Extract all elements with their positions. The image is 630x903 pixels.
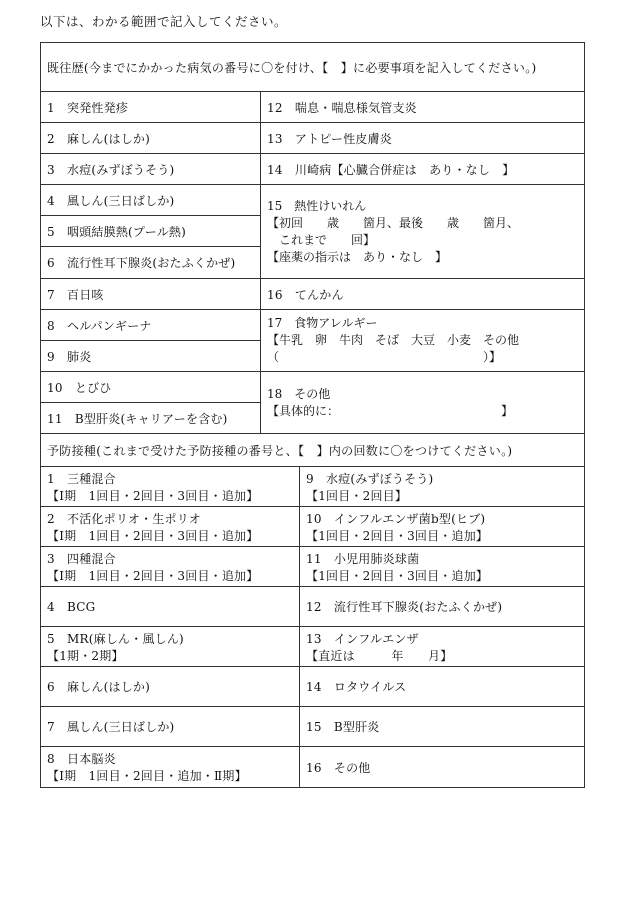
vaccine-11-name: 11 小児用肺炎球菌: [306, 551, 420, 566]
vaccine-row-3: [41, 547, 584, 587]
vaccine-1-name: 1 三種混合: [47, 471, 116, 486]
vaccine-item-8[interactable]: [41, 747, 300, 787]
vaccine-item-15[interactable]: [300, 707, 584, 746]
vaccine-row-4: [41, 587, 584, 627]
history-row-1: [41, 92, 584, 123]
history-item-13[interactable]: 13 アトピー性皮膚炎: [267, 131, 392, 146]
vaccine-row-2: [41, 507, 584, 547]
vaccine-item-4[interactable]: [41, 587, 300, 626]
febrile-seizure-detail-3: 【座薬の指示は あり・なし 】: [267, 249, 448, 264]
history-header: 既往歴(今までにかかった病気の番号に〇を付け、【 】に必要事項を記入してください。): [41, 43, 584, 92]
febrile-seizure-label: 15 熱性けいれん: [267, 198, 367, 213]
vaccine-item-7[interactable]: [41, 707, 300, 746]
history-item-3[interactable]: 3 水痘(みずぼうそう): [41, 154, 261, 184]
vaccine-5-name: 5 MR(麻しん・風しん): [47, 631, 184, 646]
history-left-stack-10-11: [41, 372, 261, 433]
febrile-seizure-detail-1: 【初回 歳 箇月、最後 歳 箇月、: [267, 215, 520, 230]
history-item-2[interactable]: 2 麻しん(はしか): [41, 123, 261, 153]
food-allergy-other: （ ）】: [267, 350, 502, 364]
history-left-stack-4-6: [41, 185, 261, 278]
vaccine-item-14[interactable]: [300, 667, 584, 706]
history-item-16[interactable]: 16 てんかん: [267, 287, 344, 302]
vaccine-row-6: [41, 667, 584, 707]
vaccine-2-name: 2 不活化ポリオ・生ポリオ: [47, 511, 201, 526]
vaccine-12-name: 12 流行性耳下腺炎(おたふくかぜ): [306, 600, 503, 614]
history-left-stack-8-9: [41, 310, 261, 371]
vaccine-5-doses: 【1期・2期】: [47, 648, 124, 663]
vaccine-13-name: 13 インフルエンザ: [306, 631, 419, 646]
history-item-4[interactable]: 4 風しん(三日ばしか): [41, 185, 260, 216]
vaccine-item-5[interactable]: [41, 627, 300, 666]
vaccine-8-doses: 【Ⅰ期 1回目・2回目・追加・Ⅱ期】: [47, 769, 247, 783]
history-item-10[interactable]: 10 とびひ: [41, 372, 260, 403]
other-history-label: 18 その他: [267, 386, 331, 401]
other-history-detail: 【具体的に： 】: [267, 403, 514, 418]
vaccine-item-12[interactable]: [300, 587, 584, 626]
vaccine-item-3[interactable]: [41, 547, 300, 586]
vaccine-3-name: 3 四種混合: [47, 551, 116, 566]
history-item-1[interactable]: 1 突発性発疹: [41, 92, 261, 122]
vaccine-header: 予防接種(これまで受けた予防接種の番号と、【 】内の回数に〇をつけてください。): [41, 434, 584, 467]
vaccine-15-name: 15 B型肝炎: [306, 720, 380, 734]
food-allergy-options: 【牛乳 卵 牛肉 そば 大豆 小麦 その他: [267, 333, 520, 347]
vaccine-item-16[interactable]: [300, 747, 584, 787]
vaccine-item-6[interactable]: [41, 667, 300, 706]
history-item-7[interactable]: 7 百日咳: [41, 279, 261, 309]
history-row-2: [41, 123, 584, 154]
vaccine-10-name: 10 インフルエンザ菌b型(ヒブ): [306, 511, 486, 526]
history-row-3: [41, 154, 584, 185]
vaccine-row-1: [41, 467, 584, 507]
history-item-15[interactable]: [261, 185, 584, 278]
vaccine-3-doses: 【Ⅰ期 1回目・2回目・3回目・追加】: [47, 568, 259, 583]
vaccine-7-name: 7 風しん(三日ばしか): [47, 720, 175, 734]
vaccine-item-2[interactable]: [41, 507, 300, 546]
vaccine-item-11[interactable]: [300, 547, 584, 586]
history-item-17[interactable]: [261, 310, 584, 371]
vaccine-item-9[interactable]: [300, 467, 584, 506]
vaccine-item-1[interactable]: [41, 467, 300, 506]
vaccine-item-13[interactable]: [300, 627, 584, 666]
vaccine-10-doses: 【1回目・2回目・3回目・追加】: [306, 528, 489, 543]
history-row-5: [41, 279, 584, 310]
history-item-18[interactable]: [261, 372, 584, 433]
vaccine-8-name: 8 日本脳炎: [47, 752, 116, 766]
vaccine-11-doses: 【1回目・2回目・3回目・追加】: [306, 568, 489, 583]
vaccine-row-5: [41, 627, 584, 667]
history-item-9[interactable]: 9 肺炎: [47, 349, 92, 364]
history-row-6: [41, 310, 584, 372]
febrile-seizure-detail-2: これまで 回】: [267, 232, 376, 247]
history-item-5[interactable]: 5 咽頭結膜熱(プール熱): [41, 216, 260, 247]
history-row-7: [41, 372, 584, 434]
history-item-8[interactable]: 8 ヘルパンギーナ: [41, 310, 260, 341]
vaccine-6-name: 6 麻しん(はしか): [47, 680, 150, 694]
history-item-14[interactable]: 14 川崎病【心臓合併症は あり・なし 】: [267, 162, 515, 177]
vaccine-9-name: 9 水痘(みずぼうそう): [306, 471, 434, 486]
vaccine-row-8: [41, 747, 584, 787]
history-item-12[interactable]: 12 喘息・喘息様気管支炎: [267, 100, 417, 115]
history-item-11[interactable]: 11 B型肝炎(キャリアーを含む): [47, 411, 228, 426]
history-row-4: [41, 185, 584, 279]
intro-text: 以下は、わかる範囲で記入してください。: [40, 14, 288, 29]
vaccine-9-doses: 【1回目・2回目】: [306, 488, 408, 503]
vaccine-row-7: [41, 707, 584, 747]
vaccine-item-10[interactable]: [300, 507, 584, 546]
vaccine-14-name: 14 ロタウイルス: [306, 680, 407, 694]
vaccine-1-doses: 【Ⅰ期 1回目・2回目・3回目・追加】: [47, 488, 259, 503]
food-allergy-label: 17 食物アレルギー: [267, 316, 378, 330]
history-item-6[interactable]: 6 流行性耳下腺炎(おたふくかぜ): [47, 256, 236, 270]
vaccine-16-name: 16 その他: [306, 760, 371, 775]
medical-history-form: [40, 42, 585, 788]
vaccine-4-name: 4 BCG: [47, 600, 96, 614]
vaccine-13-doses: 【直近は 年 月】: [306, 648, 453, 663]
vaccine-2-doses: 【Ⅰ期 1回目・2回目・3回目・追加】: [47, 528, 259, 543]
